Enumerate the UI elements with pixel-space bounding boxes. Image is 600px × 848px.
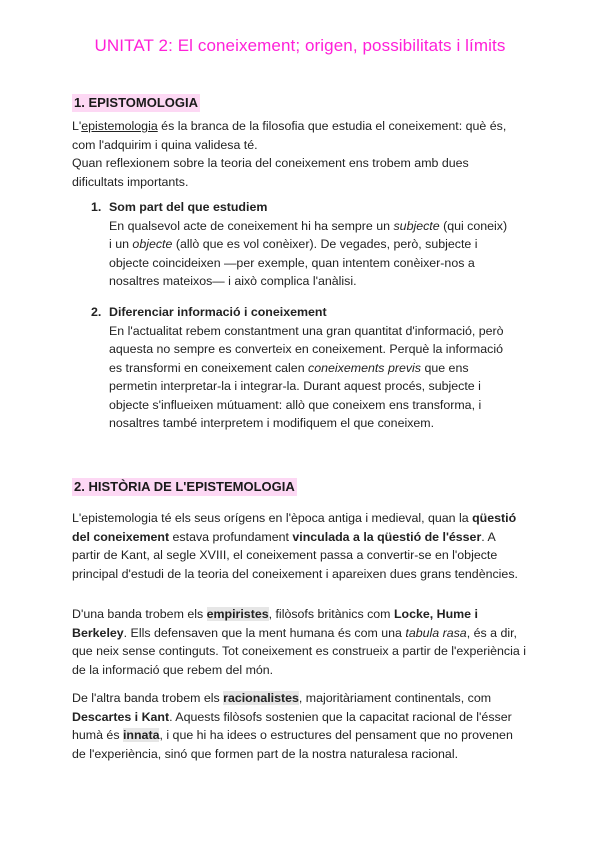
list-item-2 — [91, 303, 511, 433]
paragraph-racionalistes: De l'altra banda trobem els racionalistes, majoritàriament continentals, com Descartes i Kant. Aquests filòsofs sostenien que la capacitat racional de l'ésser humà és innata, i que hi ha idees o estructures del pensament que no provenen de l'experiència, sinó que formen part de la nostra naturalesa racional. — [72, 691, 513, 761]
list-item-title: Diferenciar informació i coneixement — [109, 305, 327, 319]
term-epistemologia: epistemologia — [81, 119, 158, 133]
list-number: 2. — [91, 305, 102, 319]
intro-paragraph: L'epistemologia és la branca de la filosofia que estudia el coneixement: què és, com l'adquirim i quina validesa té. — [72, 119, 507, 152]
section-1-intro — [72, 117, 512, 191]
list-item-body: En qualsevol acte de coneixement hi ha sempre un subjecte (qui coneix) i un objecte (allò que es vol conèixer). De vegades, però, subjecte i objecte coincideixen —per exemple, quan intentem conèixer-nos a nosaltres mateixos— i això complica l'anàlisi. — [109, 218, 508, 288]
paragraph-origins: L'epistemologia té els seus orígens en l'època antiga i medieval, quan la qüestió del coneixement estava profundament vinculada a la qüestió de l'ésser. A partir de Kant, al segle XVIII, el coneixement passa a convertir-se en l'objecte principal d'estudi de la teoria del coneixement i apareixen dues grans tendències. — [72, 511, 518, 581]
list-item-body: En l'actualitat rebem constantment una gran quantitat d'informació, però aquesta no sempre es converteix en coneixement. Perquè la informació es transformi en coneixement calen coneixements previs que ens permetin interpretar-la i integrar-la. Durant aquest procés, subjecte i objecte s'influeixen mútuament: allò que coneixem ens transforma, i nosaltres també interpretem i modifiquem el que coneixem. — [109, 323, 504, 430]
page-title: UNITAT 2: El coneixement; origen, possibilitats i límits — [94, 36, 506, 55]
list-number: 1. — [91, 200, 102, 214]
list-item-1 — [91, 198, 511, 291]
section-heading-epistemologia: 1. EPISTOMOLOGIA — [74, 95, 199, 110]
intro-paragraph-2: Quan reflexionem sobre la teoria del coneixement ens trobem amb dues dificultats importants. — [72, 156, 469, 189]
section-heading-historia: 2. HISTÒRIA DE L'EPISTEMOLOGIA — [74, 479, 295, 494]
paragraph-empiristes: D'una banda trobem els empiristes, filòsofs britànics com Locke, Hume i Berkeley. Ells defensaven que la ment humana és com una tabula rasa, és a dir, que neix sense continguts. Tot coneixement es construeix a partir de l'experiència i de la informació que rebem del món. — [72, 607, 526, 677]
list-item-title: Som part del que estudiem — [109, 200, 268, 214]
